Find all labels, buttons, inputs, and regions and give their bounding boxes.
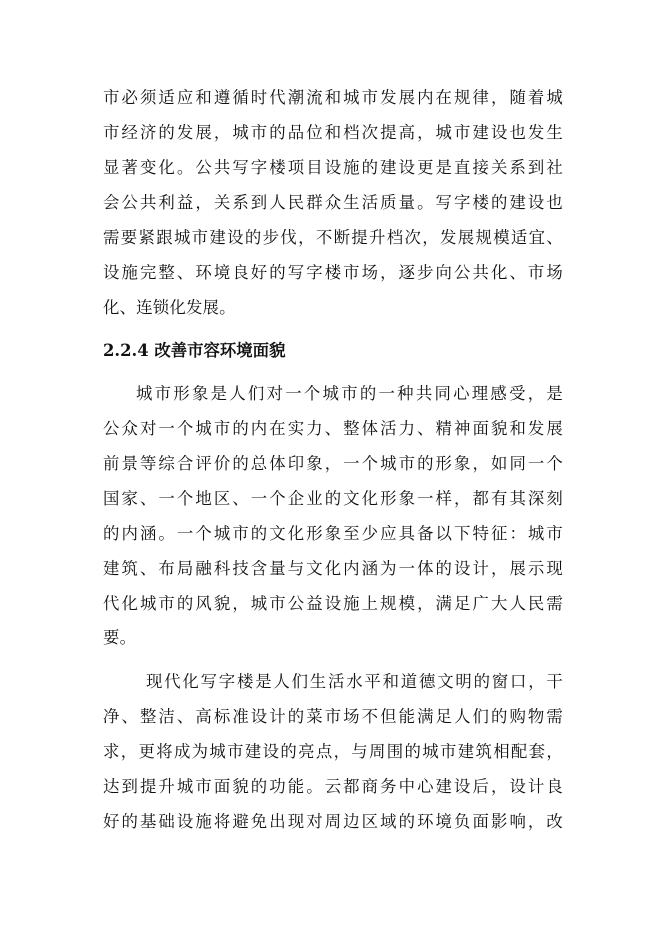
paragraph-3-line-3: 求，更将成为城市建设的亮点，与周围的城市建筑相配套， xyxy=(103,742,563,761)
paragraph-2-line-4: 国家、一个地区、一个企业的文化形象一样，都有其深刻 xyxy=(103,489,563,508)
paragraph-3-line-2: 净、整洁、高标准设计的菜市场不但能满足人们的购物需 xyxy=(103,707,563,726)
paragraph-2-line-2: 公众对一个城市的内在实力、整体活力、精神面貌和发展 xyxy=(103,419,563,438)
paragraph-2-line-5: 的内涵。一个城市的文化形象至少应具备以下特征：城市 xyxy=(103,524,563,543)
paragraph-2-line-8: 要。 xyxy=(103,628,137,647)
paragraph-3-line-1: 现代化写字楼是人们生活水平和道德文明的窗口，干 xyxy=(146,672,563,691)
paragraph-1-line-7: 化、连锁化发展。 xyxy=(103,298,236,317)
paragraph-3-line-4: 达到提升城市面貌的功能。云都商务中心建设后，设计良 xyxy=(103,777,563,796)
section-heading: 2.2.4 改善市容环境面貌 xyxy=(103,341,286,360)
paragraph-1-line-2: 市经济的发展，城市的品位和档次提高，城市建设也发生 xyxy=(103,123,563,142)
paragraph-3-line-5: 好的基础设施将避免出现对周边区域的环境负面影响，改 xyxy=(103,812,563,831)
paragraph-1-line-5: 需要紧跟城市建设的步伐，不断提升档次，发展规模适宜、 xyxy=(103,228,563,247)
paragraph-1-line-1: 市必须适应和遵循时代潮流和城市发展内在规律，随着城 xyxy=(103,88,563,107)
paragraph-2-line-1: 城市形象是人们对一个城市的一种共同心理感受，是 xyxy=(136,384,563,403)
paragraph-1-line-6: 设施完整、环境良好的写字楼市场，逐步向公共化、市场 xyxy=(103,263,563,282)
paragraph-1-line-4: 会公共利益，关系到人民群众生活质量。写字楼的建设也 xyxy=(103,193,563,212)
paragraph-1-line-3: 显著变化。公共写字楼项目设施的建设更是直接关系到社 xyxy=(103,158,563,177)
paragraph-2-line-7: 代化城市的风貌，城市公益设施上规模，满足广大人民需 xyxy=(103,594,563,613)
paragraph-2-line-6: 建筑、布局融科技含量与文化内涵为一体的设计，展示现 xyxy=(103,559,563,578)
paragraph-2-line-3: 前景等综合评价的总体印象，一个城市的形象，如同一个 xyxy=(103,454,563,473)
